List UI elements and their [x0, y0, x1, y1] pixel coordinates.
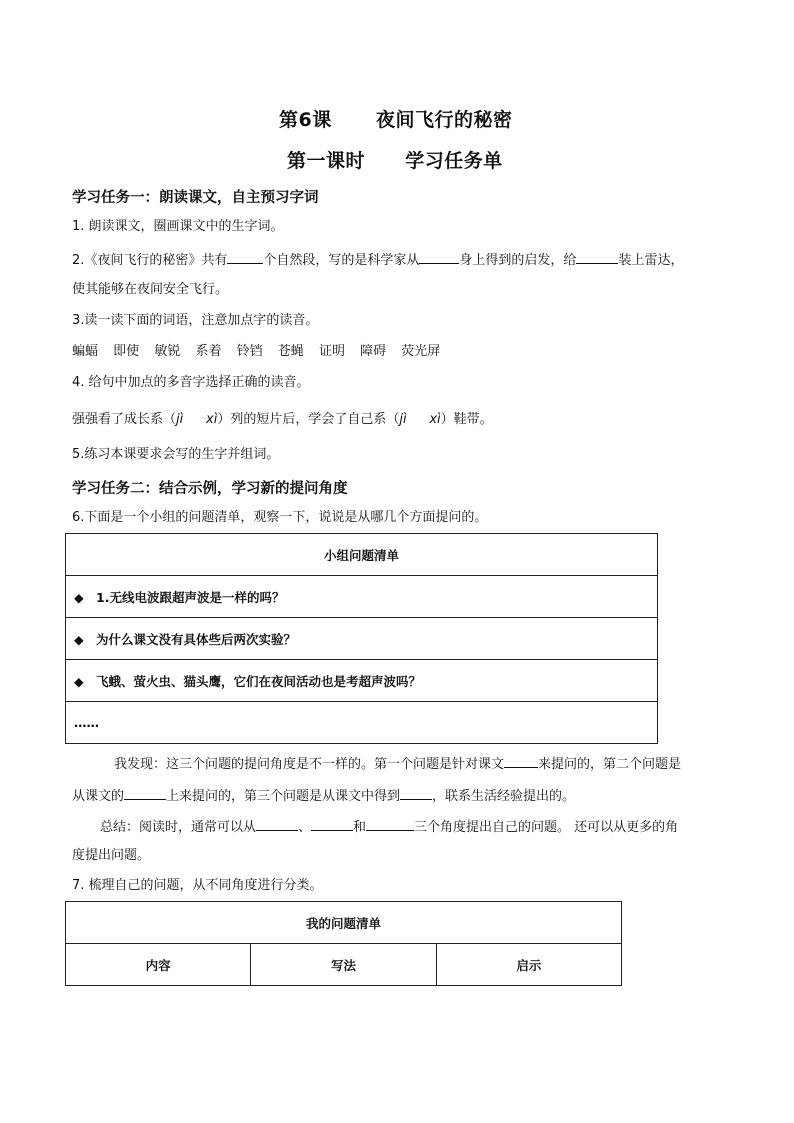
word-item: 即使: [113, 344, 140, 359]
word-item: 障碍: [360, 344, 387, 359]
word-item: 敏锐: [154, 344, 181, 359]
lesson-title: [279, 105, 513, 132]
task1-item4: 4. 给句中加点的多音字选择正确的读音。: [72, 375, 310, 390]
discover-line2: 从课文的 上来提问的，第三个问题是从课文中得到 ，联系生活经验提出的。: [72, 785, 575, 806]
group-table-title: 小组问题清单: [66, 534, 658, 576]
summary-line2: 度提出问题。: [72, 848, 151, 863]
task1-item2-line2: 使其能够在夜间安全飞行。: [72, 282, 229, 297]
paragraph-count-blank[interactable]: [227, 249, 263, 264]
word-item: 蝙蝠: [72, 344, 99, 359]
column-content: 内容: [66, 944, 251, 986]
task1-item1: 1. 朗读课文，圈画课文中的生字词。: [72, 219, 284, 234]
pinyin-option-xi[interactable]: xì: [429, 412, 441, 427]
table-row: ◆ 飞蛾、萤火虫、猫头鹰，它们在夜间活动也是考超声波吗？: [66, 660, 658, 702]
diamond-bullet-icon: ◆: [74, 673, 84, 689]
diamond-bullet-icon: ◆: [74, 631, 84, 647]
lesson-name: 夜间飞行的秘密: [375, 109, 513, 131]
table-row: ◆ 1.无线电波跟超声波是一样的吗？: [66, 576, 658, 618]
group-question-table: [65, 533, 658, 744]
task1-item5: 5.练习本课要求会写的生字并组词。: [72, 447, 280, 462]
word-item: 铃铛: [236, 344, 263, 359]
word-item: 证明: [318, 344, 345, 359]
worksheet-label: 学习任务单: [405, 150, 503, 172]
word-item: 荧光屏: [401, 344, 441, 359]
animal-blank[interactable]: [419, 249, 459, 264]
discover-line1: 我发现：这三个问题的提问角度是不一样的。第一个问题是针对课文 来提问的，第二个问题是: [114, 753, 681, 774]
column-inspiration: 启示: [436, 944, 621, 986]
pinyin-option-ji[interactable]: jì: [176, 412, 184, 427]
summary-line1: 总结：阅读时，通常可以从 、 和 三个角度提出自己的问题。 还可以从更多的角: [100, 816, 678, 837]
my-question-table: [65, 901, 622, 986]
content-blank[interactable]: [504, 753, 538, 768]
lesson-number: 第6课: [279, 109, 332, 131]
task1-item2-line1: 2.《夜间飞行的秘密》共有 个自然段，写的是科学家从 身上得到的启发，给 装上雷达，: [72, 249, 683, 270]
angle-blank-1[interactable]: [256, 816, 298, 831]
task1-item3: 3.读一读下面的词语，注意加点字的读音。: [72, 313, 319, 328]
word-item: 系着: [195, 344, 222, 359]
task2-item7: 7. 梳理自己的问题，从不同角度进行分类。: [72, 878, 323, 893]
diamond-bullet-icon: ◆: [74, 589, 84, 605]
word-list: [72, 343, 451, 361]
task1-heading: 学习任务一：朗读课文，自主预习字词: [72, 190, 319, 206]
writing-blank[interactable]: [124, 785, 166, 800]
device-blank[interactable]: [576, 249, 618, 264]
table-row-more: ……: [66, 702, 658, 744]
pinyin-option-ji[interactable]: jì: [399, 412, 407, 427]
task2-item6: 6.下面是一个小组的问题清单，观察一下，说说是从哪几个方面提问的。: [72, 510, 488, 525]
inspiration-blank[interactable]: [400, 785, 432, 800]
polyphone-sentence: 强强看了成长系（jì xì）列的短片后，学会了自己系（jì xì）鞋带。: [72, 412, 493, 427]
session-title: [287, 146, 503, 173]
session-label: 第一课时: [287, 150, 366, 172]
angle-blank-3[interactable]: [366, 816, 414, 831]
table-row: ◆ 为什么课文没有具体些后两次实验？: [66, 618, 658, 660]
pinyin-option-xi[interactable]: xì: [206, 412, 218, 427]
my-table-title: 我的问题清单: [66, 902, 622, 944]
word-item: 苍蝇: [277, 344, 304, 359]
column-writing: 写法: [251, 944, 436, 986]
task2-heading: 学习任务二：结合示例，学习新的提问角度: [72, 481, 348, 497]
angle-blank-2[interactable]: [311, 816, 353, 831]
